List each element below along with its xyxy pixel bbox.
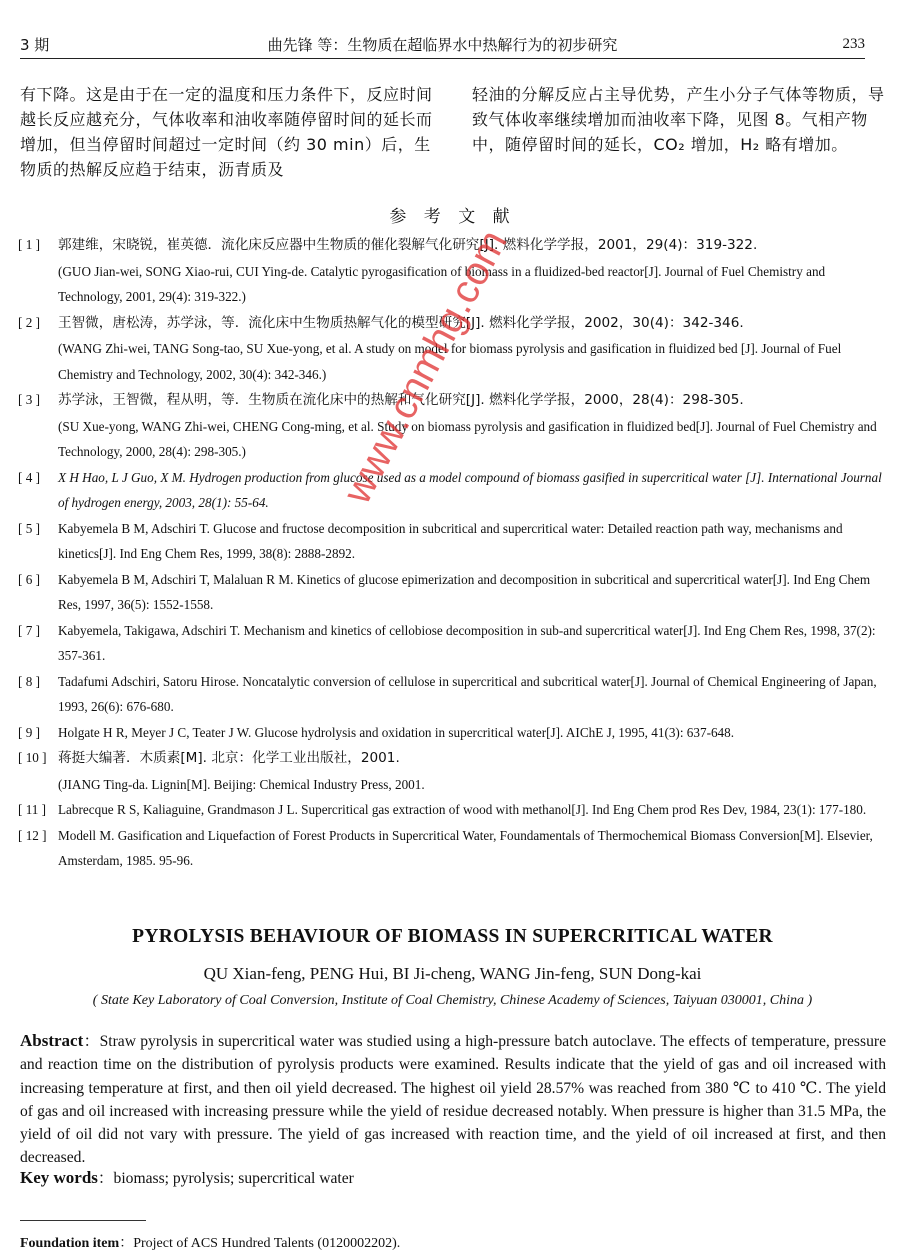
body-text-left-column: 有下降。这是由于在一定的温度和压力条件下，反应时间越长反应越充分，气体收率和油收率随停留时间的延长而增加，但当停留时间超过一定时间（约 30 min）后，生物质的热解反应趋于结束，沥青质及 <box>20 85 433 179</box>
running-header <box>20 30 865 59</box>
watermark-text: www.cnmhg.com <box>335 223 516 511</box>
reference-list <box>18 232 888 874</box>
english-affiliation: ( State Key Laboratory of Coal Conversion, Institute of Coal Chemistry, Chinese Academy of Sciences, Taiyuan 030001, China ) <box>92 993 813 1008</box>
keywords-text: biomass; pyrolysis; supercritical water <box>113 1170 354 1187</box>
reference-english: Holgate H R, Meyer J C, Teater J W. Glucose hydrolysis and oxidation in supercritical water[J]. AIChE J, 1995, 41(3): 637-648. <box>58 724 735 740</box>
reference-item <box>18 720 888 746</box>
reference-number: [ 4 ] <box>18 469 40 485</box>
english-keywords <box>20 1166 886 1188</box>
reference-english: X H Hao, L J Guo, X M. Hydrogen production from glucose used as a model compound of biomass gasified in supercritical water [J]. International Journal of hydrogen energy, 2003, 28(1): 55-64. <box>58 469 882 510</box>
body-text-right-column: 轻油的分解反应占主导优势，产生小分子气体等物质，导致气体收率继续增加而油收率下降，见图 8。气相产物中，随停留时间的延长，CO₂ 增加，H₂ 略有增加。 <box>472 85 885 154</box>
english-abstract <box>20 1029 886 1170</box>
reference-english: (WANG Zhi-wei, TANG Song-tao, SU Xue-yong, et al. A study on model for biomass pyrolysis and gasification in fluidized bed [J]. Journal of Fuel Chemistry and Technology, 2002, 30(4): 342-346.) <box>58 341 842 382</box>
reference-item <box>18 669 888 720</box>
reference-english: Kabyemela B M, Adschiri T, Malaluan R M. Kinetics of glucose epimerization and decomposition in subcritical and supercritical water[J]. Ind Eng Chem Res, 1997, 36(5): 1552-1558. <box>58 571 871 612</box>
reference-item <box>18 618 888 669</box>
reference-number: [ 5 ] <box>18 520 40 536</box>
reference-number: [ 7 ] <box>18 622 40 638</box>
reference-item <box>18 516 888 567</box>
reference-chinese: 郭建维，宋晓锐，崔英德．流化床反应器中生物质的催化裂解气化研究[J]. 燃料化学学报，2001，29(4)：319-322. <box>58 237 758 253</box>
reference-english: Kabyemela, Takigawa, Adschiri T. Mechanism and kinetics of cellobiose decomposition in sub-and supercritical water[J]. Ind Eng Chem Res, 1998, 37(2): 357-361. <box>58 622 876 663</box>
reference-number: [ 3 ] <box>18 392 40 407</box>
reference-number: [ 11 ] <box>18 802 47 817</box>
reference-english: Kabyemela B M, Adschiri T. Glucose and fructose decomposition in subcritical and supercritical water: Detailed reaction path way, mechanisms and kinetics[J]. Ind Eng Chem Res, 1999, 38(8): 2888-2892. <box>58 520 843 561</box>
reference-item <box>18 310 888 388</box>
reference-english: Tadafumi Adschiri, Satoru Hirose. Noncatalytic conversion of cellulose in supercritical and subcritical water[J]. Journal of Chemical Engineering of Japan, 1993, 26(6): 676-680. <box>58 673 877 714</box>
abstract-text: Straw pyrolysis in supercritical water was studied using a high-pressure batch autoclave. The effects of temperature, pressure and reaction time on the distribution of pyrolysis products were examined. Results indicate that the yield of gas and oil increased with increasing temperature at first, and then oil yield decreased. The highest oil yield 28.57% was reached from 380 ℃ to 410 ℃. The yield of gas and oil increased with increasing pressure while the yield of residue decreased notably. When pressure is higher than 31.5 MPa, the yield of oil did not vary with pressure. The yield of gas increased with reaction time, and the yield of oil increased at first, and then decreased. <box>20 1033 886 1167</box>
abstract-colon: ： <box>83 1033 100 1050</box>
reference-number: [ 6 ] <box>18 571 40 587</box>
foundation-text: Project of ACS Hundred Talents (0120002202). <box>133 1236 401 1251</box>
reference-english: Labrecque R S, Kaliaguine, Grandmason J L. Supercritical gas extraction of wood with methanol[J]. Ind Eng Chem prod Res Dev, 1984, 23(1): 177-180. <box>58 802 867 817</box>
reference-english: (JIANG Ting-da. Lignin[M]. Beijing: Chemical Industry Press, 2001. <box>58 776 425 792</box>
foundation-label: Foundation item <box>20 1236 120 1251</box>
reference-chinese: 苏学泳，王智微，程从明，等．生物质在流化床中的热解和气化研究[J]. 燃料化学学报，2000，28(4)：298-305. <box>58 392 744 408</box>
foundation-colon: ： <box>119 1236 134 1251</box>
foundation-footnote <box>20 1232 400 1252</box>
reference-english: (GUO Jian-wei, SONG Xiao-rui, CUI Ying-de. Catalytic pyrogasification of biomass in a fluidized-bed reactor[J]. Journal of Fuel Chemistry and Technology, 2001, 29(4): 319-322.) <box>58 263 826 304</box>
reference-item <box>18 745 888 797</box>
reference-item <box>18 797 888 823</box>
page-number: 233 <box>842 36 865 52</box>
footnote-divider <box>20 1220 146 1221</box>
reference-chinese: 蒋挺大编著．木质素[M]. 北京：化学工业出版社，2001. <box>58 750 400 766</box>
reference-number: [ 8 ] <box>18 673 40 689</box>
reference-english: Modell M. Gasification and Liquefaction of Forest Products in Supercritical Water, Foundamentals of Thermochemical Biomass Conversion[M]. Elsevier, Amsterdam, 1985. 95-96. <box>58 827 873 868</box>
reference-number: [ 2 ] <box>18 314 40 330</box>
issue-number: 3 期 <box>20 36 50 54</box>
reference-number: [ 12 ] <box>18 827 47 843</box>
reference-item <box>18 465 888 516</box>
running-title: 曲先锋 等：生物质在超临界水中热解行为的初步研究 <box>267 36 618 54</box>
reference-number: [ 1 ] <box>18 237 40 252</box>
abstract-label: Abstract <box>20 1031 84 1050</box>
reference-item <box>18 387 888 465</box>
references-heading: 参 考 文 献 <box>389 207 516 227</box>
reference-item <box>18 823 888 874</box>
reference-item <box>18 232 888 310</box>
english-authors: QU Xian-feng, PENG Hui, BI Ji-cheng, WANG Jin-feng, SUN Dong-kai <box>203 964 702 983</box>
reference-number: [ 9 ] <box>18 724 40 740</box>
reference-english: (SU Xue-yong, WANG Zhi-wei, CHENG Cong-ming, et al. Study on biomass pyrolysis and gasification in fluidized bed[J]. Journal of Fuel Chemistry and Technology, 2000, 28(4): 298-305.) <box>58 418 877 459</box>
keywords-colon: ： <box>97 1170 114 1187</box>
reference-number: [ 10 ] <box>18 750 47 765</box>
keywords-label: Key words <box>20 1168 98 1187</box>
english-title: PYROLYSIS BEHAVIOUR OF BIOMASS IN SUPERCRITICAL WATER <box>132 926 773 947</box>
reference-item <box>18 567 888 618</box>
reference-chinese: 王智微，唐松涛，苏学泳，等．流化床中生物质热解气化的模型研究[J]. 燃料化学学报，2002，30(4)：342-346. <box>58 314 744 331</box>
